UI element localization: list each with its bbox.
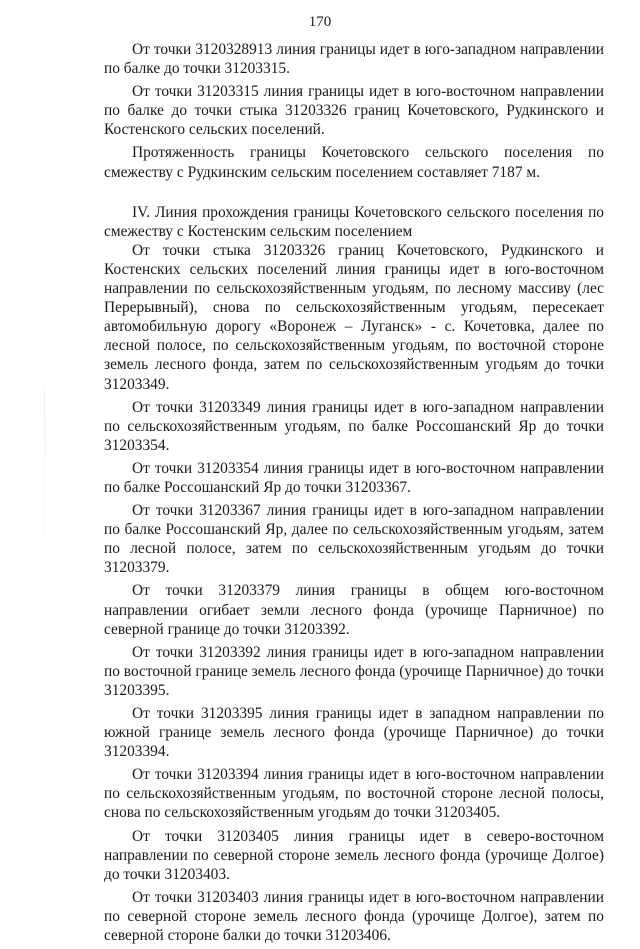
paragraph: От точки 31203403 линия границы идет в юго-восточном направлении по северной стороне земель лесного фонда (урочище Долгое), затем по северной стороне балки до точки 31203406. (104, 888, 604, 945)
section-heading: IV. Линия прохождения границы Кочетовского сельского поселения по смежеству с Костенским сельским поселением (104, 203, 604, 240)
paragraph: От точки 31203354 линия границы идет в юго-восточном направлении по балке Россошанский Яр до точки 31203367. (104, 459, 604, 496)
page-number: 170 (308, 14, 332, 30)
paragraph: От точки 31203395 линия границы идет в западном направлении по южной границе земель лесного фонда (урочище Парничное) до точки 31203394. (104, 705, 604, 761)
paragraph: Протяженность границы Кочетовского сельского поселения по смежеству с Рудкинским сельским поселением составляет 7187 м. (104, 144, 604, 181)
paragraph: От точки 31203349 линия границы идет в юго-западном направлении по сельскохозяйственным угодьям, по балке Россошанский Яр до точки 31203354. (104, 398, 604, 454)
paragraph: От точки 31203315 линия границы идет в юго-восточном направлении по балке до точки стыка 31203326 границ Кочетовского, Рудкинского и Костенского сельских поселений. (104, 83, 604, 139)
paragraph: От точки стыка 31203326 границ Кочетовского, Рудкинского и Костенских сельских поселений линия границы идет в юго-восточном направлении по сельскохозяйственным угодьям, по лесному массиву (лес Перерывный), снова по сельскохозяйственным угодьям, пересекает автомобильную дорогу «Воронеж – Луганск» - с. Кочетовка, далее по лесной полосе, по сельскохозяйственным угодьям, по восточной стороне земель лесного фонда, затем по сельскохозяйственным угодьям до точки 31203349. (104, 241, 604, 393)
paragraph: От точки 3120328913 линия границы идет в юго-западном направлении по балке до точки 31203315. (104, 41, 604, 78)
paragraph: От точки 31203394 линия границы идет в юго-восточном направлении по сельскохозяйственным угодьям, по восточной стороне лесной полосы, снова по сельскохозяйственным угодьям до точки 31203405. (104, 766, 604, 822)
paragraph: От точки 31203379 линия границы в общем юго-восточном направлении огибает земли лесного фонда (урочище Парничное) по северной границе до точки 31203392. (104, 582, 604, 638)
paragraph: От точки 31203392 линия границы идет в юго-западном направлении по восточной границе земель лесного фонда (урочище Парничное) до точки 31203395. (104, 643, 604, 699)
paragraph: От точки 31203405 линия границы идет в северо-восточном направлении по северной стороне земель лесного фонда (урочище Долгое) до точки 31203403. (104, 827, 604, 883)
paragraph: От точки 31203367 линия границы идет в юго-западном направлении по балке Россошанский Яр, далее по сельскохозяйственным угодьям, затем по лесной полосе, затем по сельскохозяйственным угодьям до точки 31203379. (104, 502, 604, 577)
document-body (104, 40, 604, 949)
scan-margin-mark (44, 386, 45, 536)
